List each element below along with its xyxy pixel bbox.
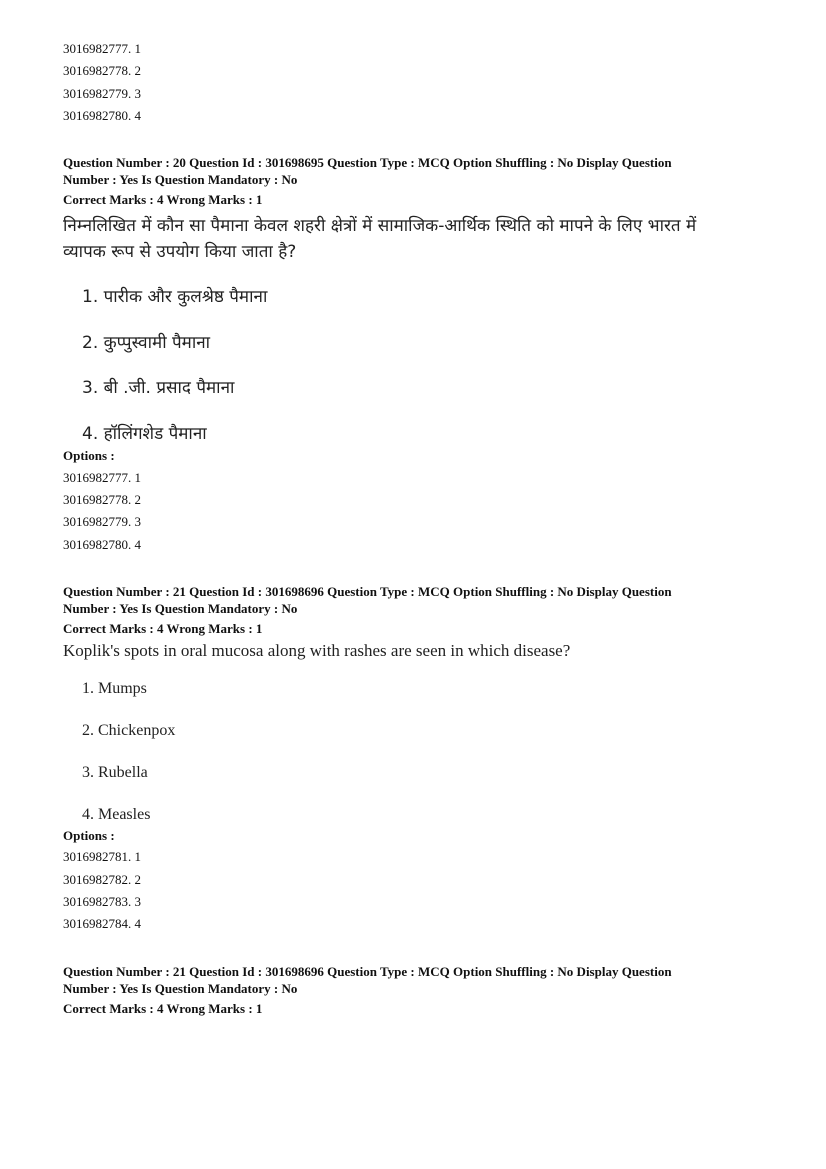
question-text-line2: व्यापक रूप से उपयोग किया जाता है? [63, 242, 297, 262]
option-line: 3016982779. 3 [63, 86, 141, 101]
option-line: 3016982780. 4 [63, 108, 141, 123]
option-line: 3016982782. 2 [63, 872, 141, 887]
question-meta-line1: Question Number : 20 Question Id : 301698695 Question Type : MCQ Option Shuffling : No Display Question [63, 155, 672, 170]
option-line: 3016982779. 3 [63, 514, 141, 529]
question-marks: Correct Marks : 4 Wrong Marks : 1 [63, 621, 263, 636]
option-line: 3016982778. 2 [63, 492, 141, 507]
option-line: 3016982777. 1 [63, 470, 141, 485]
option-line: 3016982784. 4 [63, 916, 141, 931]
option-line: 3016982780. 4 [63, 537, 141, 552]
question-marks: Correct Marks : 4 Wrong Marks : 1 [63, 192, 263, 207]
answer-choice: 3. Rubella [82, 764, 148, 781]
question-text: Koplik's spots in oral mucosa along with rashes are seen in which disease? [63, 641, 571, 660]
answer-choice: 4. Measles [82, 806, 151, 823]
options-label: Options : [63, 828, 115, 843]
answer-choice: 3. बी .जी. प्रसाद पैमाना [82, 378, 235, 398]
answer-choice: 4. हॉलिंगशेड पैमाना [82, 424, 207, 444]
question-meta-line1: Question Number : 21 Question Id : 301698696 Question Type : MCQ Option Shuffling : No Display Question [63, 584, 672, 599]
option-line: 3016982781. 1 [63, 849, 141, 864]
question-meta-line2: Number : Yes Is Question Mandatory : No [63, 172, 298, 187]
option-line: 3016982783. 3 [63, 894, 141, 909]
option-line: 3016982777. 1 [63, 41, 141, 56]
question-text-line1: निम्नलिखित में कौन सा पैमाना केवल शहरी क्षेत्रों में सामाजिक-आर्थिक स्थिति को मापने के लिए भारत में [63, 216, 697, 236]
question-marks: Correct Marks : 4 Wrong Marks : 1 [63, 1001, 263, 1016]
answer-choice: 2. कुप्पुस्वामी पैमाना [82, 333, 211, 353]
answer-choice: 1. पारीक और कुलश्रेष्ठ पैमाना [82, 287, 268, 307]
question-meta-line1: Question Number : 21 Question Id : 301698696 Question Type : MCQ Option Shuffling : No Display Question [63, 964, 672, 979]
answer-choice: 1. Mumps [82, 680, 147, 697]
answer-choice: 2. Chickenpox [82, 722, 176, 739]
question-meta-line2: Number : Yes Is Question Mandatory : No [63, 981, 298, 996]
options-label: Options : [63, 448, 115, 463]
option-line: 3016982778. 2 [63, 63, 141, 78]
question-meta-line2: Number : Yes Is Question Mandatory : No [63, 601, 298, 616]
